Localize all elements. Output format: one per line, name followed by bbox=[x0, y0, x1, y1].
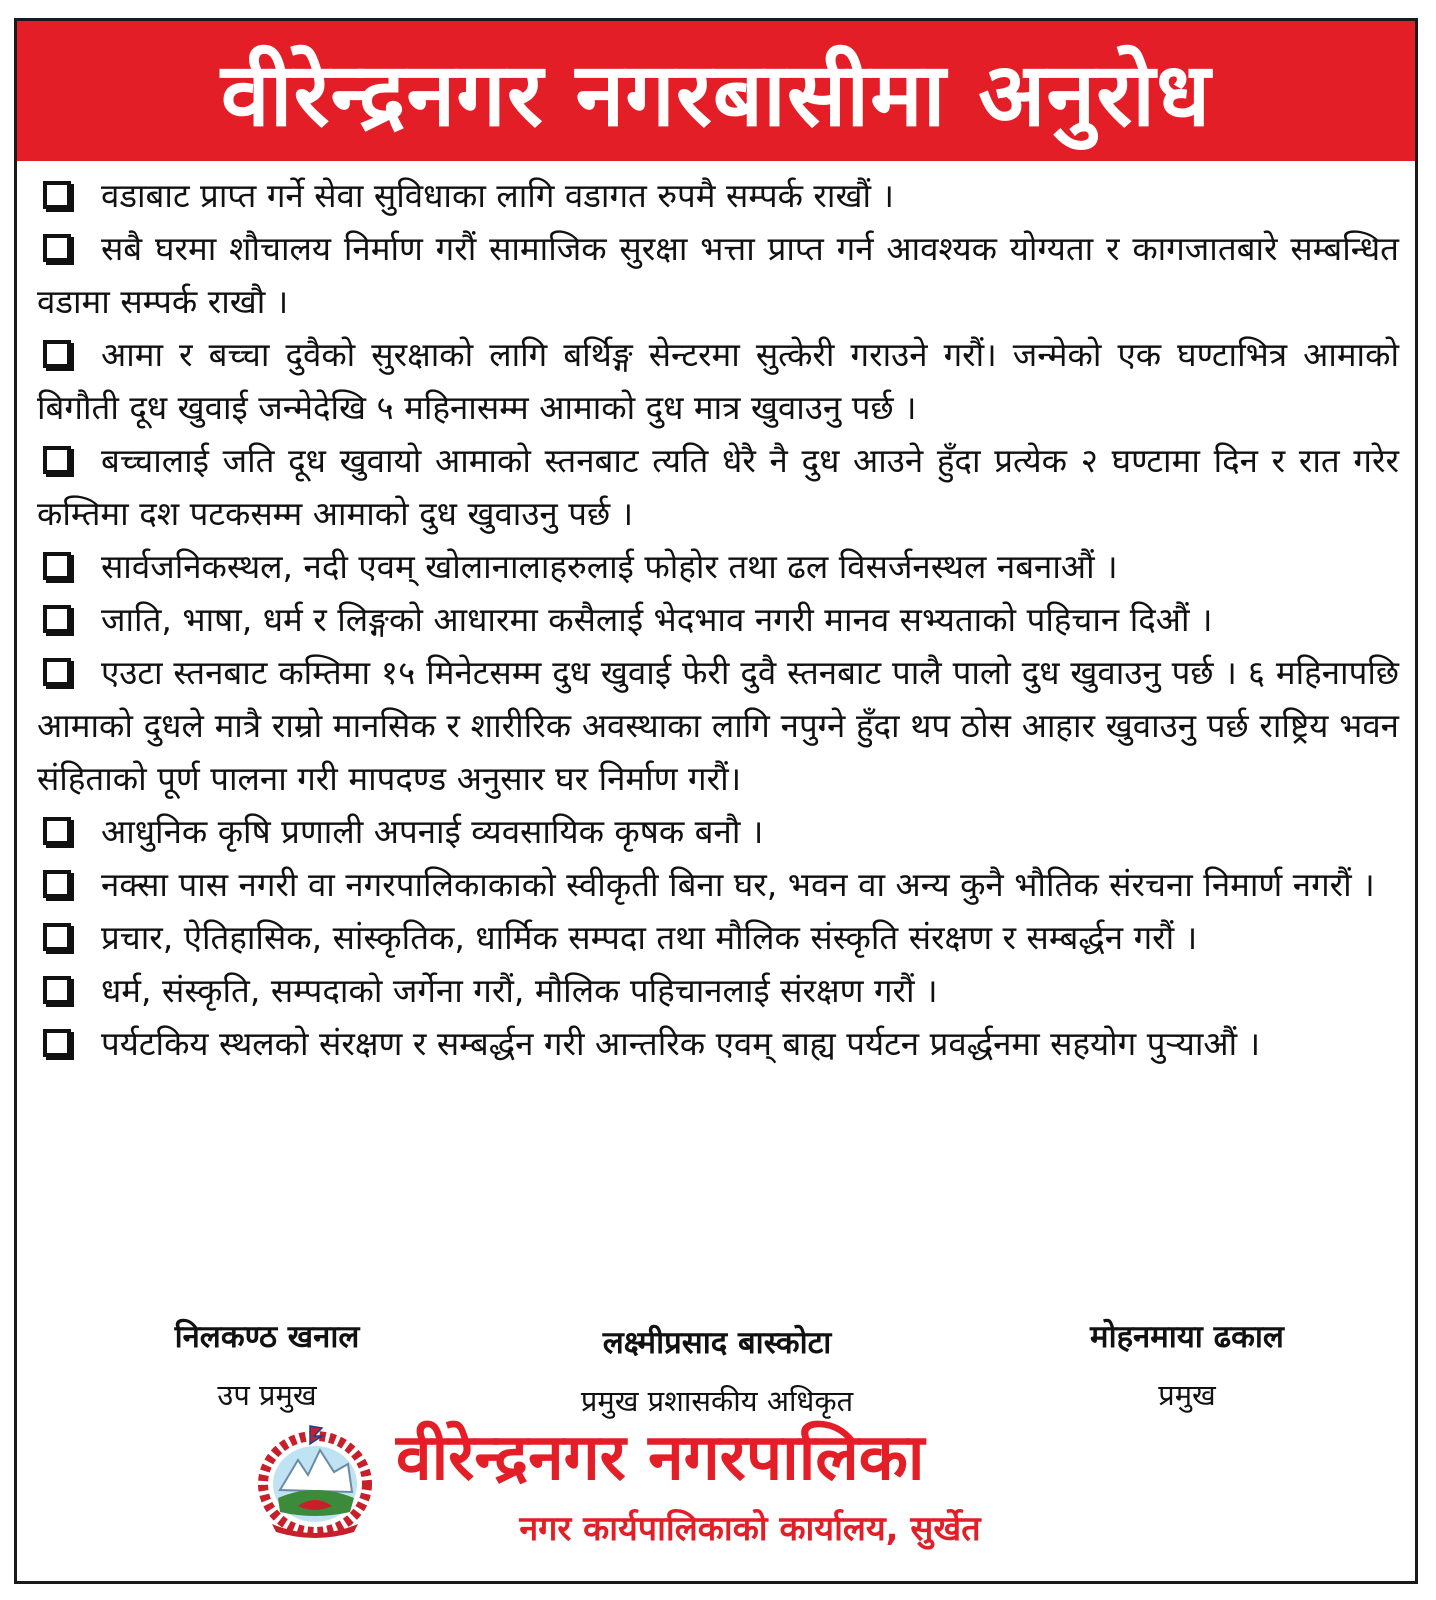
checkbox-icon bbox=[43, 658, 71, 686]
list-item: प्रचार, ऐतिहासिक, सांस्कृतिक, धार्मिक सम्पदा तथा मौलिक संस्कृति संरक्षण र सम्बर्द्धन गरौं । bbox=[37, 911, 1399, 964]
signatory-mayor bbox=[1037, 1317, 1337, 1415]
signatory-name: निलकण्ठ खनाल bbox=[174, 1319, 360, 1355]
checkbox-icon bbox=[43, 340, 71, 368]
list-item: सार्वजनिकस्थल, नदी एवम् खोलानालाहरुलाई फोहोर तथा ढल विसर्जनस्थल नबनाऔं । bbox=[37, 540, 1399, 593]
list-item: धर्म, संस्कृति, सम्पदाको जर्गेना गरौं, मौलिक पहिचानलाई संरक्षण गरौं । bbox=[37, 964, 1399, 1017]
checkbox-icon bbox=[43, 923, 71, 951]
signatory-role: प्रमुख bbox=[1158, 1378, 1216, 1412]
list-item: पर्यटकिय स्थलको संरक्षण र सम्बर्द्धन गरी आन्तरिक एवम् बाह्य पर्यटन प्रवर्द्धनमा सहयोग पुऱ्याऔं । bbox=[37, 1017, 1399, 1070]
signatory-deputy-mayor bbox=[117, 1317, 417, 1415]
checkbox-icon bbox=[43, 605, 71, 633]
signatory-role: प्रमुख प्रशासकीय अधिकृत bbox=[580, 1384, 854, 1418]
signatory-chief-officer bbox=[517, 1323, 917, 1421]
list-item: एउटा स्तनबाट कम्तिमा १५ मिनेटसम्म दुध खुवाई फेरी दुवै स्तनबाट पालै पालो दुध खुवाउनु पर्छ । ६ महिनापछि आमाको दुधले मात्रै राम्रो मानसिक र शारीरिक अवस्थाका लागि नपुग्ने हुँदा थप ठोस आहार खुवाउनु पर्छ राष्ट्रिय भवन संहिताको पूर्ण पालना गरी मापदण्ड अनुसार घर निर्माण गरौं। bbox=[37, 653, 1399, 798]
checkbox-icon bbox=[43, 976, 71, 1004]
signature-block bbox=[17, 1317, 1415, 1427]
notice-title: वीरेन्द्रनगर नगरबासीमा अनुरोध bbox=[17, 21, 1415, 161]
checkbox-icon bbox=[43, 552, 71, 580]
list-item: वडाबाट प्राप्त गर्ने सेवा सुविधाका लागि वडागत रुपमै सम्पर्क राखौं । bbox=[37, 169, 1399, 222]
list-item: जाति, भाषा, धर्म र लिङ्गको आधारमा कसैलाई भेदभाव नगरी मानव सभ्यताको पहिचान दिऔं । bbox=[37, 593, 1399, 646]
org-name: वीरेन्द्रनगर नगरपालिका bbox=[396, 1421, 925, 1495]
checkbox-icon bbox=[43, 446, 71, 474]
checkbox-icon bbox=[43, 870, 71, 898]
list-item: नक्सा पास नगरी वा नगरपालिकाकाको स्वीकृती बिना घर, भवन वा अन्य कुनै भौतिक संरचना निमार्ण नगरौं । bbox=[37, 858, 1399, 911]
checkbox-icon bbox=[43, 234, 71, 262]
signatory-role: उप प्रमुख bbox=[217, 1378, 317, 1412]
checkbox-icon bbox=[43, 817, 71, 845]
checkbox-icon bbox=[43, 1029, 71, 1057]
office-address: नगर कार्यपालिकाको कार्यालय, सुर्खेत bbox=[519, 1509, 981, 1549]
nepal-government-emblem-icon bbox=[250, 1420, 380, 1540]
list-item: आमा र बच्चा दुवैको सुरक्षाको लागि बर्थिङ्ग सेन्टरमा सुत्केरी गराउने गरौं। जन्मेको एक घण्टाभित्र आमाको बिगौती दूध खुवाई जन्मेदेखि ५ महिनासम्म आमाको दुध मात्र खुवाउनु पर्छ । bbox=[37, 335, 1399, 427]
checkbox-icon bbox=[43, 181, 71, 209]
list-item: सबै घरमा शौचालय निर्माण गरौं सामाजिक सुरक्षा भत्ता प्राप्त गर्न आवश्यक योग्यता र कागजातबारे सम्बन्धित वडामा सम्पर्क राखौ । bbox=[37, 229, 1399, 321]
list-item: आधुनिक कृषि प्रणाली अपनाई व्यवसायिक कृषक बनौ । bbox=[37, 805, 1399, 858]
notice-frame bbox=[14, 18, 1418, 1584]
notice-list bbox=[37, 169, 1399, 1070]
signatory-name: लक्ष्मीप्रसाद बास्कोटा bbox=[602, 1325, 832, 1361]
list-item: बच्चालाई जति दूध खुवायो आमाको स्तनबाट त्यति धेरै नै दुध आउने हुँदा प्रत्येक २ घण्टामा दिन र रात गरेर कम्तिमा दश पटकसम्म आमाको दुध खुवाउनु पर्छ । bbox=[37, 441, 1399, 533]
signatory-name: मोहनमाया ढकाल bbox=[1090, 1319, 1284, 1355]
